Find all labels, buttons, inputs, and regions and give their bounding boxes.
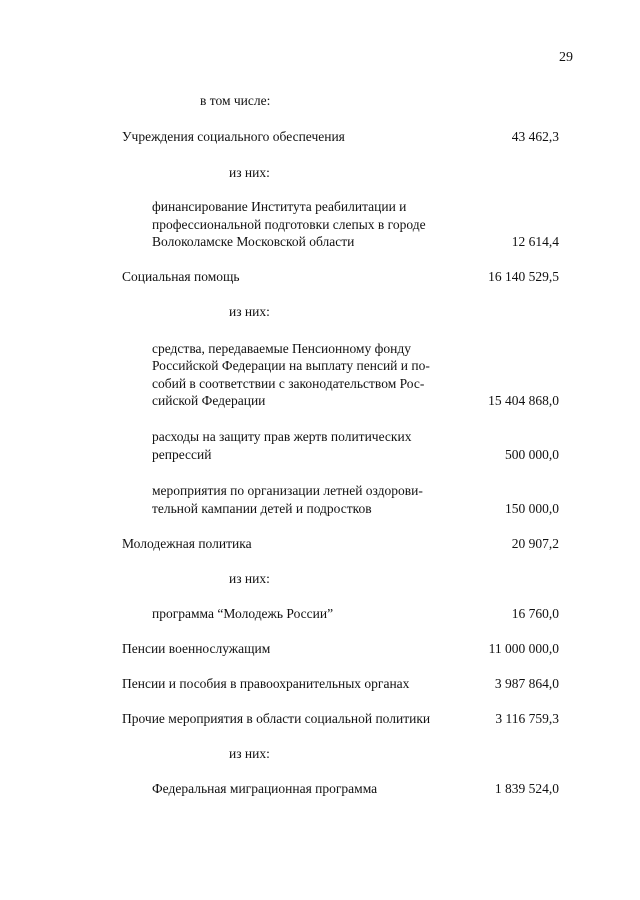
sub-heading: из них: [229,746,270,761]
item-amount-rehab-institute: 12 614,4 [511,234,559,249]
item-label-line: сийской Федерации [152,393,266,408]
row-label-social-help: Социальная помощь [122,269,240,284]
item-amount-repressions: 500 000,0 [505,447,559,462]
item-amount-migration-program: 1 839 524,0 [494,781,559,796]
row-amount-military-pensions: 11 000 000,0 [488,641,559,656]
row-amount-other-social-policy: 3 116 759,3 [495,711,559,726]
item-label-line: профессиональной подготовки слепых в городе [152,217,426,232]
item-label-youth-program: программа “Молодежь России” [152,606,334,621]
intro-text: в том числе: [200,93,271,108]
item-label-line: Российской Федерации на выплату пенсий и по- [152,358,430,373]
item-amount-summer-campaign: 150 000,0 [505,501,559,516]
row-amount-law-enforcement-pensions: 3 987 864,0 [494,676,559,691]
item-label-line: тельной кампании детей и подростков [152,501,372,516]
item-label-line: Волоколамске Московской области [152,234,355,249]
row-label-other-social-policy: Прочие мероприятия в области социальной политики [122,711,431,726]
row-label-social-institutions: Учреждения социального обеспечения [122,129,345,144]
item-label-line: расходы на защиту прав жертв политических [152,429,412,444]
item-label-line: мероприятия по организации летней оздорови- [152,483,423,498]
row-label-military-pensions: Пенсии военнослужащим [122,641,271,656]
item-amount-pension-fund: 15 404 868,0 [488,393,559,408]
row-label-youth-policy: Молодежная политика [122,536,252,551]
sub-heading: из них: [229,304,270,319]
item-label-line: репрессий [152,447,212,462]
item-amount-youth-program: 16 760,0 [511,606,559,621]
item-label-line: финансирование Института реабилитации и [152,199,407,214]
item-label-migration-program: Федеральная миграционная программа [152,781,378,796]
row-amount-youth-policy: 20 907,2 [511,536,559,551]
sub-heading: из них: [229,165,270,180]
item-label-line: средства, передаваемые Пенсионному фонду [152,341,411,356]
sub-heading: из них: [229,571,270,586]
item-label-line: собий в соответствии с законодательством Рос- [152,376,425,391]
row-amount-social-institutions: 43 462,3 [511,129,559,144]
row-amount-social-help: 16 140 529,5 [488,269,559,284]
page-number: 29 [559,50,573,65]
row-label-law-enforcement-pensions: Пенсии и пособия в правоохранительных органах [122,676,410,691]
